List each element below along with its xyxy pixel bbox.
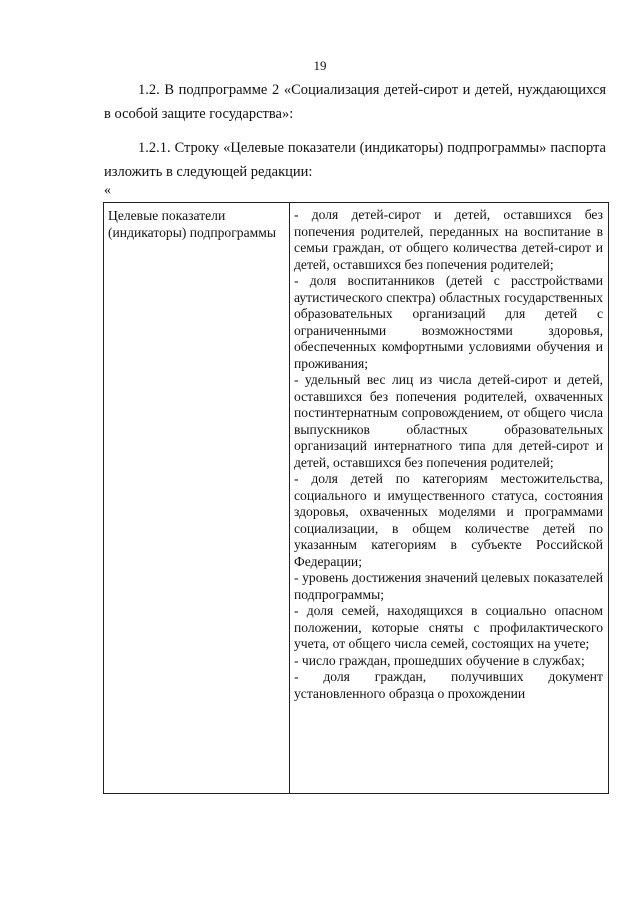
indicator-item: - уровень достижения значений целевых показателей подпрограммы; [294,570,603,602]
indicator-item: - доля детей-сирот и детей, оставшихся без попечения родителей, переданных на воспитание в семьи граждан, от общего количества детей-сирот и детей, оставшихся без попечения родителей; [294,207,603,272]
page-number: 19 [313,58,327,73]
indicators-cell [290,203,609,794]
indicator-item: - удельный вес лиц из числа детей-сирот и детей, оставшихся без попечения родителей, охваченных постинтернатным сопровождением, от общего числа выпускников областных образовательных организаций интернатного типа для детей-сирот и детей, оставшихся без попечения родителей; [294,372,603,470]
row-label-cell: Целевые показатели (индикаторы) подпрограммы [104,203,290,794]
indicator-item: - доля семей, находящихся в социально опасном положении, которые сняты с профилактического учета, от общего числа семей, состоящих на учете; [294,603,603,651]
passport-table [103,202,609,794]
indicator-item: - число граждан, прошедших обучение в службах; [294,652,585,668]
paragraph-subprogram-2: 1.2. В подпрограмме 2 «Социализация детей-сирот и детей, нуждающихся в особой защите государства»: [104,82,606,122]
table-row [104,203,609,794]
paragraph-amendment-instruction: 1.2.1. Строку «Целевые показатели (индикаторы) подпрограммы» паспорта изложить в следующей редакции: [104,140,606,180]
indicator-item: - доля воспитанников (детей с расстройствами аутистического спектра) областных государственных образовательных организаций для детей с ограниченными возможностями здоровья, обеспеченных комфортными условиями обучения и проживания; [294,273,603,371]
indicator-item: - доля граждан, получивших документ установленного образца о прохождении [294,669,603,701]
opening-quote: « [104,183,111,198]
indicator-item: - доля детей по категориям местожительства, социального и имущественного статуса, состояния здоровья, охваченных моделями и программами социализации, в общем количестве детей по указанным категориям в субъекте Российской Федерации; [294,471,603,569]
